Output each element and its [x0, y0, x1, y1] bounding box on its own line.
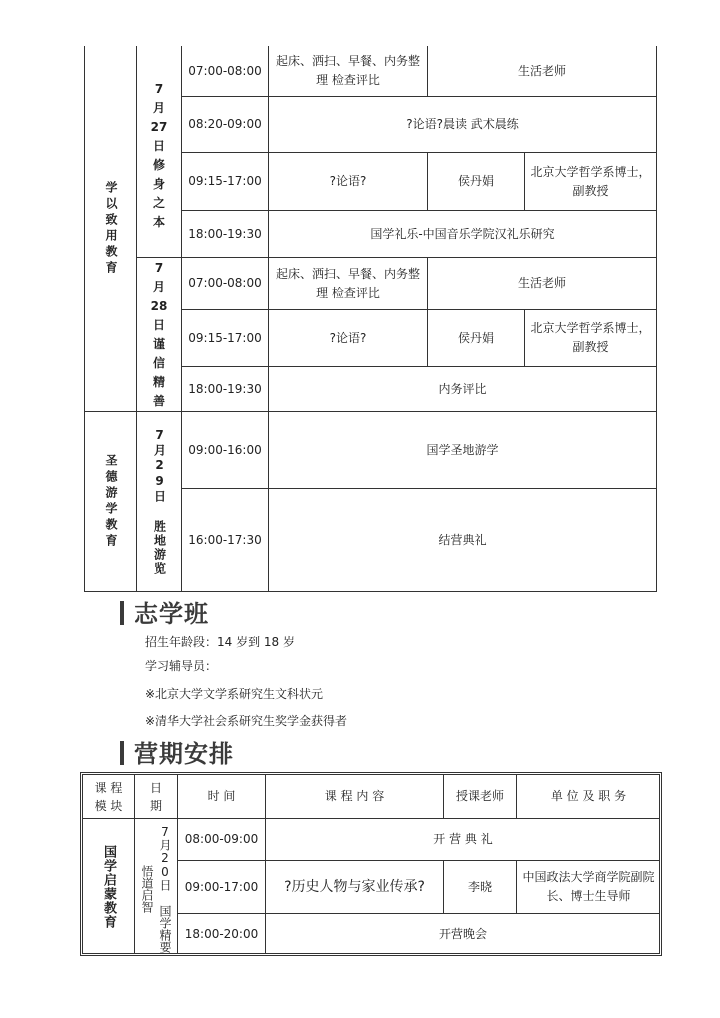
teacher-cell: 侯丹娟 [457, 330, 494, 345]
time-cell: 18:00-19:30 [188, 226, 262, 241]
time-cell: 08:20-09:00 [188, 117, 262, 131]
date-label-28: 7 月 28 日 谨 信 精 善 [150, 260, 168, 408]
header-teacher: 授课老师 [455, 789, 504, 803]
unit-cell: 生活老师 [517, 63, 566, 78]
header-unit: 单 位 及 职 务 [550, 789, 627, 803]
header-time: 时 间 [207, 789, 236, 803]
time-cell: 08:00-09:00 [184, 832, 259, 846]
teacher-cell: 李晓 [467, 879, 492, 894]
content-cell: 起床、洒扫、早餐、内务整理 检查评比 [275, 54, 420, 87]
time-cell: 07:00-08:00 [188, 276, 262, 290]
time-cell: 09:15-17:00 [188, 174, 262, 188]
content-cell: 结营典礼 [438, 532, 487, 547]
content-cell: ?论语?晨读 武术晨练 [406, 117, 519, 131]
date-theme: 悟道启智 [140, 865, 154, 913]
section-heading: 营期安排 [120, 734, 234, 769]
date-label: 7月20日 国学精要 [158, 825, 172, 953]
date-label-29: 7月29日 胜地游览 [152, 427, 167, 576]
section-heading: 志学班 [120, 594, 209, 629]
unit-cell: 生活老师 [517, 276, 566, 290]
date-label-27: 7 月 27 日 修 身 之 本 [150, 81, 168, 229]
time-cell: 09:00-17:00 [184, 879, 259, 894]
content-cell: ?论语? [329, 174, 367, 188]
module-label: 圣德游学教育 [104, 453, 118, 550]
heading-bar [120, 601, 124, 625]
content-cell: 起床、洒扫、早餐、内务整理 检查评比 [275, 266, 420, 300]
unit-cell: 中国政法大学商学院副院长、博士生导师 [522, 870, 655, 903]
time-cell: 16:00-17:30 [188, 532, 262, 547]
tutor-item: ※清华大学社会系研究生奖学金获得者 [145, 714, 348, 728]
content-cell: 内务评比 [438, 381, 487, 396]
content-cell: 国学礼乐-中国音乐学院汉礼乐研究 [370, 226, 555, 241]
content-cell: 开营晚会 [438, 926, 487, 941]
time-cell: 07:00-08:00 [188, 63, 262, 78]
header-module: 课 程 模 块 [94, 780, 123, 813]
unit-cell: 北京大学哲学系博士，副教授 [530, 164, 651, 198]
module-label: 国学启蒙教育 [101, 844, 116, 929]
header-content: 课 程 内 容 [324, 789, 385, 803]
tutors-label: 学习辅导员： [145, 659, 218, 673]
tutor-item: ※北京大学文学系研究生文科状元 [145, 687, 324, 701]
content-cell: 国学圣地游学 [426, 442, 499, 457]
enrollment-age: 招生年龄段：14 岁到 18 岁 [145, 635, 295, 649]
time-cell: 09:15-17:00 [188, 330, 262, 345]
header-date: 日 期 [149, 780, 162, 813]
time-cell: 18:00-20:00 [184, 926, 259, 941]
time-cell: 18:00-19:30 [188, 381, 262, 396]
content-cell: ?论语? [329, 330, 367, 345]
teacher-cell: 侯丹娟 [457, 174, 494, 188]
module-label: 学以致用教育 [104, 180, 118, 277]
content-cell: 开 营 典 礼 [433, 832, 493, 846]
time-cell: 09:00-16:00 [188, 442, 262, 457]
unit-cell: 北京大学哲学系博士，副教授 [530, 321, 651, 354]
heading-bar [120, 741, 124, 765]
content-cell: ?历史人物与家业传承? [284, 878, 425, 895]
